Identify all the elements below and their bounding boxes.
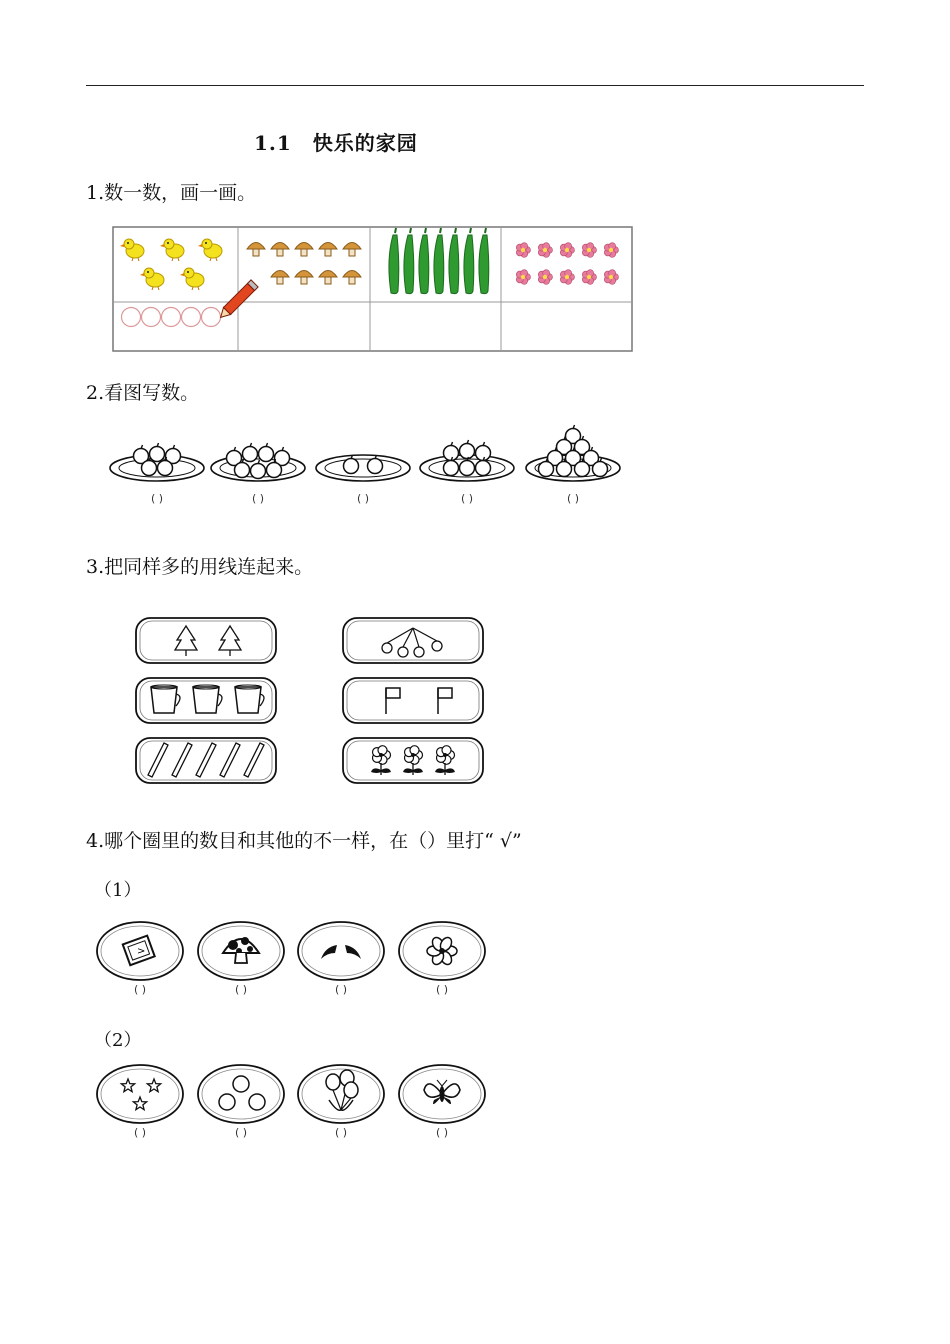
cucumber-icon [449, 228, 459, 294]
chick-icon [120, 239, 144, 261]
apple-icon [259, 443, 274, 462]
example-circle [202, 308, 221, 327]
answer-blank[interactable]: ( ) [133, 983, 147, 996]
cucumber-icon [419, 228, 429, 294]
answer-blank[interactable]: ( ) [150, 492, 164, 505]
flower-icon [582, 270, 596, 285]
q1-count-table [110, 225, 635, 355]
q3-left-box [136, 678, 276, 723]
apple-icon [476, 442, 491, 461]
answer-blank[interactable]: ( ) [435, 983, 449, 996]
flower-icon [560, 270, 574, 285]
mushroom-icon [271, 243, 289, 257]
answer-blank[interactable]: ( ) [566, 492, 580, 505]
answer-blank[interactable]: ( ) [356, 492, 370, 505]
q3-right-box [343, 738, 483, 783]
answer-blank[interactable]: ( ) [334, 1126, 348, 1139]
answer-blank[interactable]: ( ) [334, 983, 348, 996]
circle-icon [249, 1094, 265, 1110]
q1-answer-cell[interactable] [372, 304, 499, 349]
circle-icon [219, 1094, 235, 1110]
flower-icon [516, 270, 530, 285]
q3-left-box [136, 738, 276, 783]
q3-left-box-frame[interactable] [136, 618, 276, 663]
chick-icon [198, 239, 222, 261]
q3-right-box-frame[interactable] [343, 678, 483, 723]
cucumber-icon [404, 228, 414, 294]
q1-answer-cell[interactable] [503, 304, 630, 349]
q3-right-box-frame[interactable] [343, 618, 483, 663]
apple-plate [211, 443, 305, 505]
q4-option-circle [198, 922, 284, 996]
q4-option-circle [298, 922, 384, 996]
mushroom-icon [319, 271, 337, 285]
q3-right-box [343, 618, 483, 663]
chick-icon [140, 268, 164, 290]
answer-blank[interactable]: ( ) [251, 492, 265, 505]
chick-icon [160, 239, 184, 261]
mushroom-icon [319, 243, 337, 257]
mushroom-icon [247, 243, 265, 257]
flower-icon [516, 243, 530, 258]
answer-blank[interactable]: ( ) [234, 983, 248, 996]
q4-part1-label: （1） [94, 880, 142, 901]
flower-icon [538, 243, 552, 258]
apple-icon [150, 443, 165, 462]
example-circle [142, 308, 161, 327]
answer-blank[interactable]: ( ) [460, 492, 474, 505]
apple-icon [444, 442, 459, 461]
chick-icon [180, 268, 204, 290]
example-circle [182, 308, 201, 327]
mushroom-icon [295, 243, 313, 257]
q4-option-circle [399, 1065, 485, 1139]
example-circle [162, 308, 181, 327]
q3-right-box [343, 678, 483, 723]
flower-icon [582, 243, 596, 258]
mushroom-icon [343, 243, 361, 257]
q3-left-box-frame[interactable] [136, 738, 276, 783]
apple-plate [526, 425, 620, 505]
cucumber-icon [464, 228, 474, 294]
q2-plates-figure [105, 420, 630, 510]
answer-blank[interactable]: ( ) [133, 1126, 147, 1139]
mushroom-icon [295, 271, 313, 285]
q3-matching-figure [130, 612, 495, 792]
header-rule [86, 85, 864, 86]
question-4-label: 4.哪个圈里的数目和其他的不一样，在（）里打“ √” [86, 830, 522, 852]
q4-part2-label: （2） [94, 1030, 142, 1051]
svg-text:>: > [137, 946, 146, 957]
apple-plate [110, 443, 204, 505]
cucumber-icon [479, 228, 489, 294]
page-title: 1.1 快乐的家园 [254, 131, 418, 155]
cucumber-icon [434, 228, 444, 294]
question-2-label: 2.看图写数。 [86, 382, 200, 404]
circle-icon [233, 1076, 249, 1092]
q4-option-circle [97, 1065, 183, 1139]
question-1-label: 1.数一数，画一画。 [86, 182, 257, 204]
flower-icon [560, 243, 574, 258]
q3-left-box [136, 618, 276, 663]
flower-icon [538, 270, 552, 285]
flower-icon [604, 243, 618, 258]
example-circle [122, 308, 141, 327]
apple-icon [243, 443, 258, 462]
q4-option-circle [298, 1065, 384, 1139]
q4-option-circle [97, 922, 183, 996]
apple-plate [316, 455, 410, 505]
flower-icon [604, 270, 618, 285]
apple-icon [460, 440, 475, 459]
q4-part2-figure [92, 1058, 492, 1143]
apple-plate [420, 440, 514, 505]
answer-blank[interactable]: ( ) [234, 1126, 248, 1139]
mushroom-icon [271, 271, 289, 285]
q4-option-circle [198, 1065, 284, 1139]
q1-answer-cell[interactable] [240, 304, 368, 349]
q4-option-circle [399, 922, 485, 996]
mushroom-icon [343, 271, 361, 285]
question-3-label: 3.把同样多的用线连起来。 [86, 556, 314, 578]
cucumber-icon [389, 228, 399, 294]
q4-part1-figure [92, 915, 492, 1000]
answer-blank[interactable]: ( ) [435, 1126, 449, 1139]
